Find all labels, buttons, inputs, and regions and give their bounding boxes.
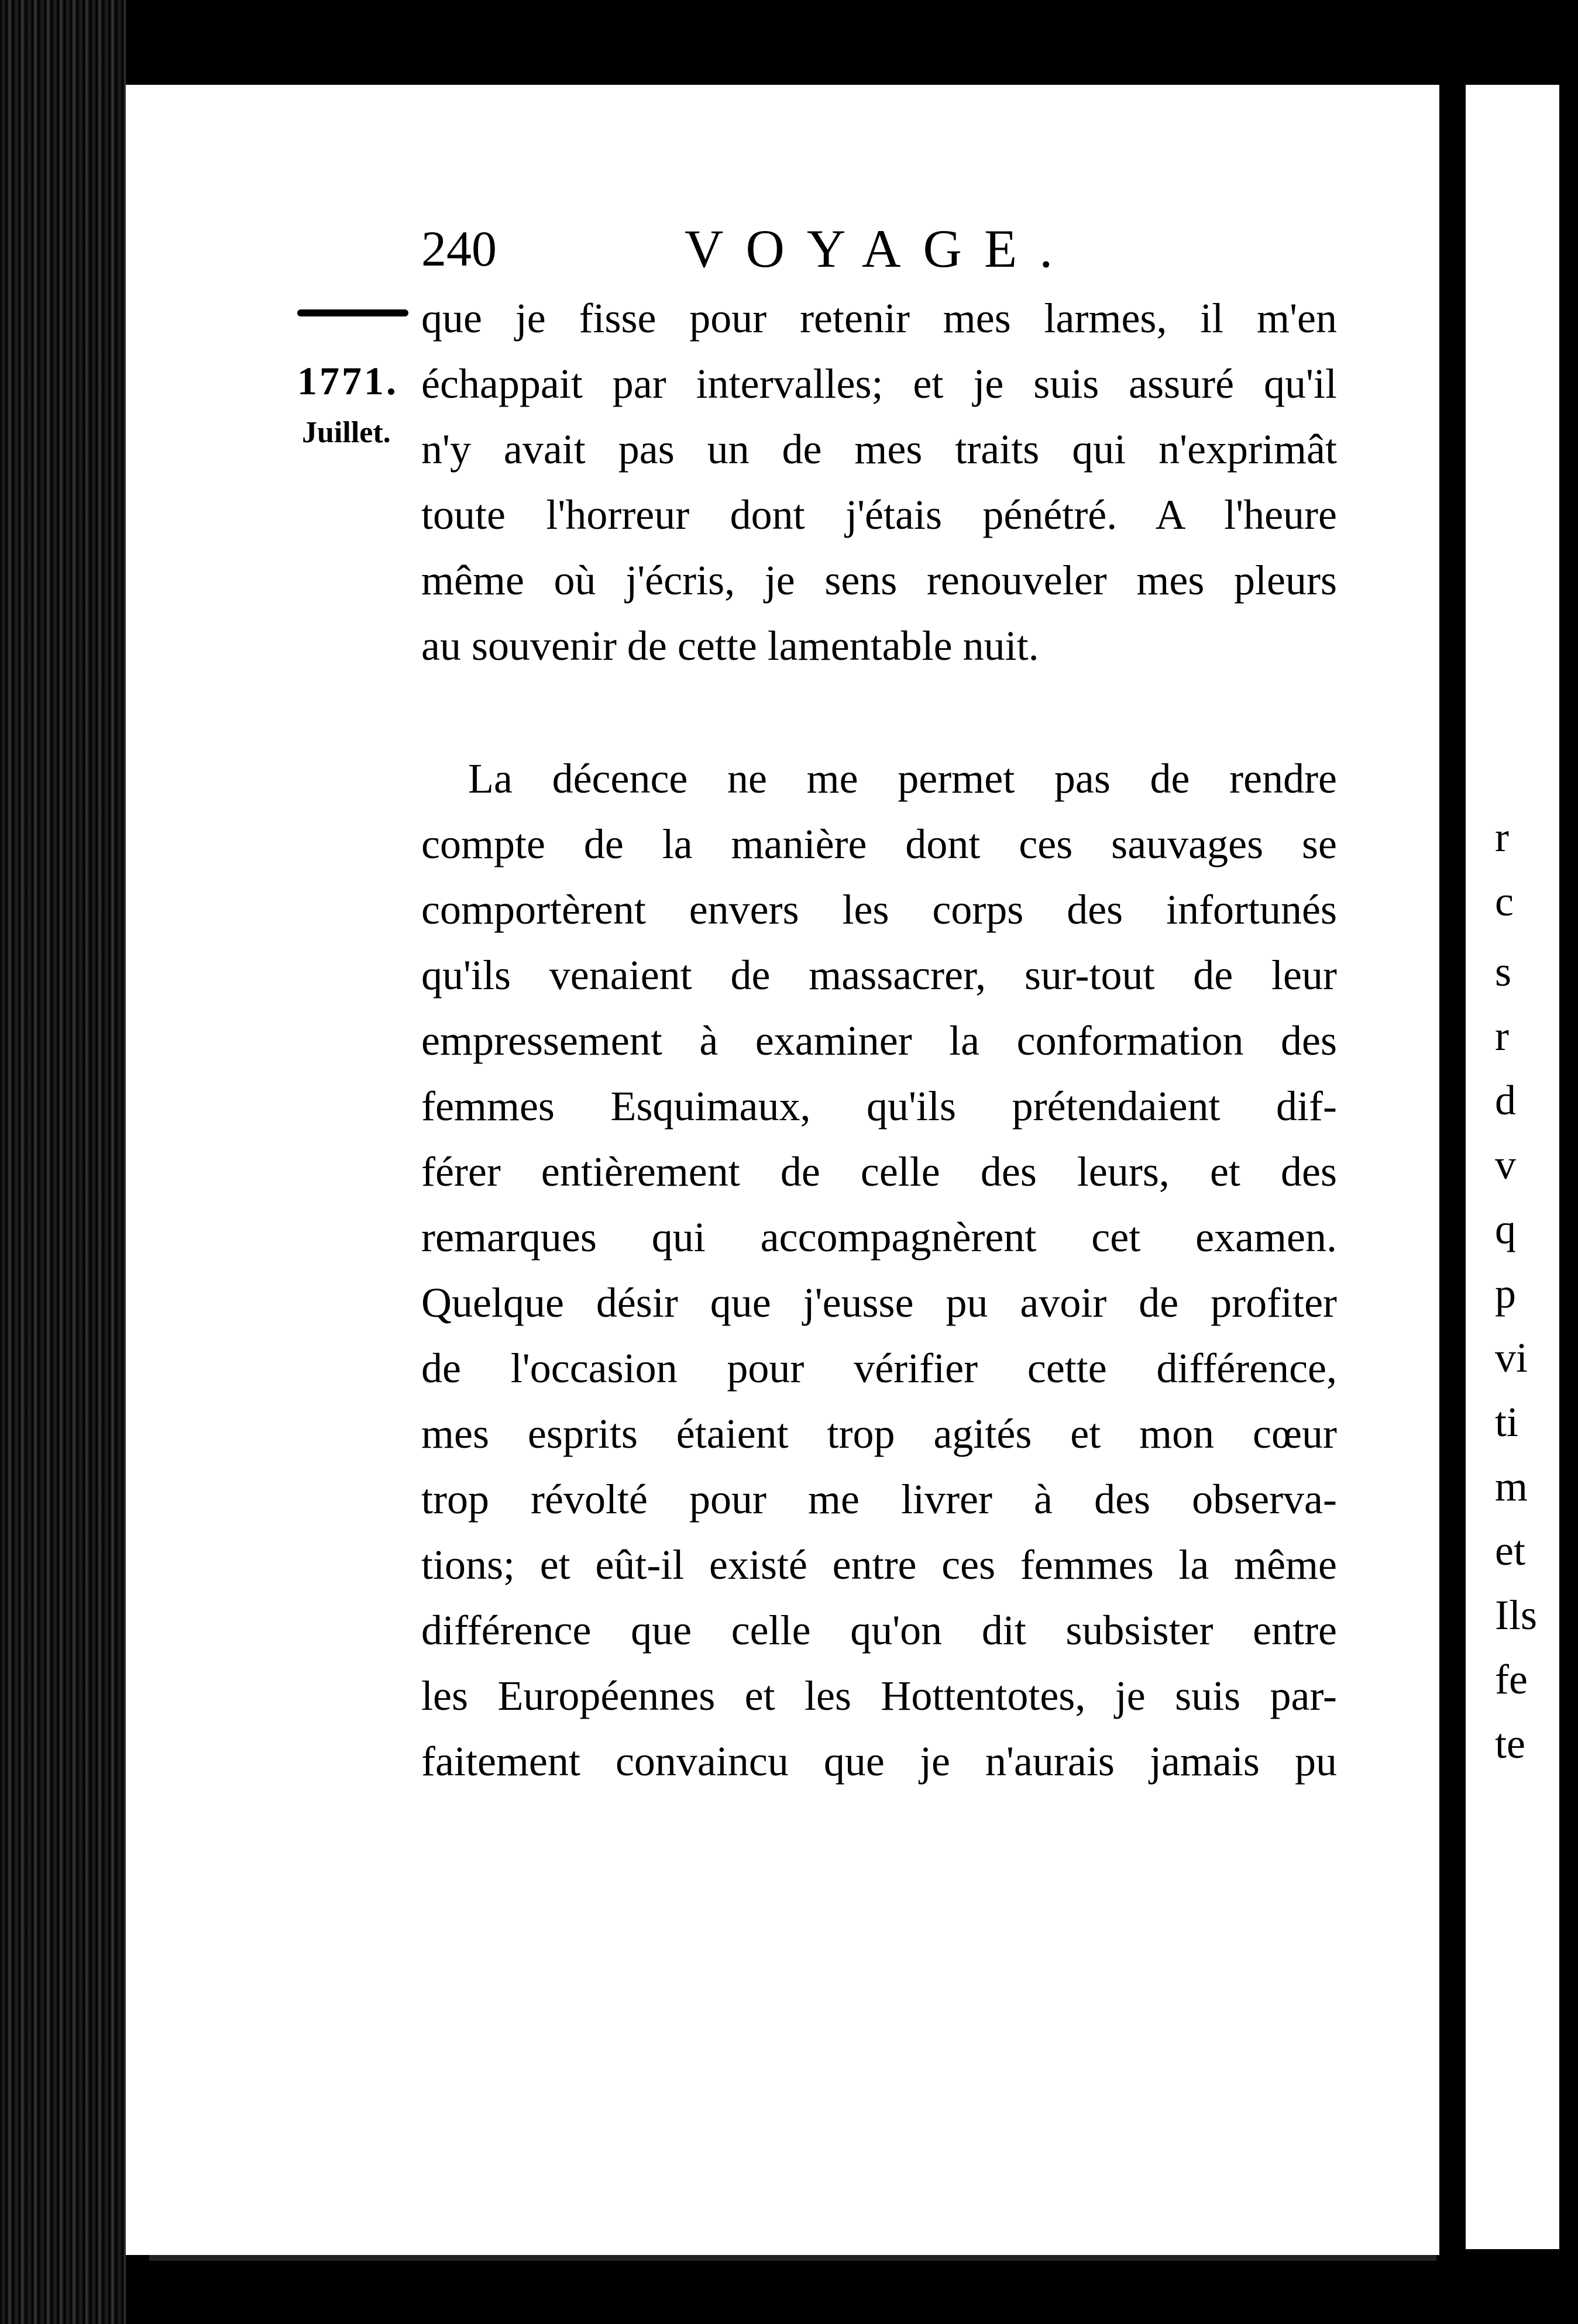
next-page-fragment: et	[1495, 1527, 1525, 1574]
next-page-fragment: vi	[1495, 1334, 1528, 1381]
next-page-fragment: fe	[1495, 1656, 1528, 1703]
next-page-fragment: r	[1495, 814, 1509, 860]
next-page-fragment: q	[1495, 1206, 1516, 1252]
text-line: de l'occasion pour vérifier cette différence,	[421, 1345, 1337, 1392]
next-page-edge	[1466, 85, 1559, 2249]
next-page-fragment: m	[1495, 1463, 1528, 1510]
margin-year: 1771.	[297, 359, 398, 403]
next-page-fragment: s	[1495, 948, 1512, 995]
text-line: qu'ils venaient de massacrer, sur-tout de leur	[421, 952, 1337, 999]
next-page-fragment: Ils	[1495, 1592, 1537, 1638]
text-line: femmes Esquimaux, qu'ils prétendaient dif-	[421, 1083, 1337, 1130]
text-line: La décence ne me permet pas de rendre	[468, 755, 1337, 802]
text-line: compte de la manière dont ces sauvages se	[421, 821, 1337, 867]
text-line: différence que celle qu'on dit subsister entre	[421, 1607, 1337, 1654]
page-number: 240	[421, 221, 497, 277]
text-line: faitement convaincu que je n'aurais jamais pu	[421, 1738, 1337, 1785]
text-line: Quelque désir que j'eusse pu avoir de profiter	[421, 1279, 1337, 1326]
margin-month: Juillet.	[302, 416, 391, 449]
text-line: n'y avait pas un de mes traits qui n'exprimât	[421, 426, 1337, 473]
text-line: trop révolté pour me livrer à des observa-	[421, 1476, 1337, 1523]
text-line: que je fisse pour retenir mes larmes, il m'en	[421, 295, 1337, 342]
running-title: VOYAGE.	[685, 219, 1075, 278]
text-line: même où j'écris, je sens renouveler mes pleurs	[421, 557, 1337, 604]
book-spine	[0, 0, 126, 2324]
text-line: les Européennes et les Hottentotes, je suis par-	[421, 1672, 1337, 1719]
text-line: au souvenir de cette lamentable nuit.	[421, 622, 1039, 669]
page-bottom-edge	[149, 2255, 1436, 2261]
next-page-fragment: v	[1495, 1141, 1516, 1188]
next-page-fragment: te	[1495, 1720, 1525, 1767]
next-page-fragment: d	[1495, 1077, 1516, 1124]
next-page-fragment: ti	[1495, 1399, 1519, 1445]
text-line: empressement à examiner la conformation des	[421, 1017, 1337, 1064]
text-line: remarques qui accompagnèrent cet examen.	[421, 1214, 1337, 1261]
text-line: tions; et eût-il existé entre ces femmes la même	[421, 1541, 1337, 1588]
next-page-fragment: r	[1495, 1013, 1509, 1059]
page-header	[421, 216, 1322, 287]
paragraph-1	[421, 285, 1337, 679]
text-line: comportèrent envers les corps des infortunés	[421, 886, 1337, 933]
text-line: férer entièrement de celle des leurs, et des	[421, 1148, 1337, 1195]
paragraph-2	[421, 746, 1337, 1794]
next-page-fragment: p	[1495, 1270, 1516, 1317]
next-page-fragment: c	[1495, 878, 1514, 925]
text-line: toute l'horreur dont j'étais pénétré. A l'heure	[421, 491, 1337, 538]
margin-rule	[297, 309, 408, 316]
text-line: échappait par intervalles; et je suis assuré qu'il	[421, 360, 1337, 407]
text-line: mes esprits étaient trop agités et mon cœur	[421, 1410, 1337, 1457]
